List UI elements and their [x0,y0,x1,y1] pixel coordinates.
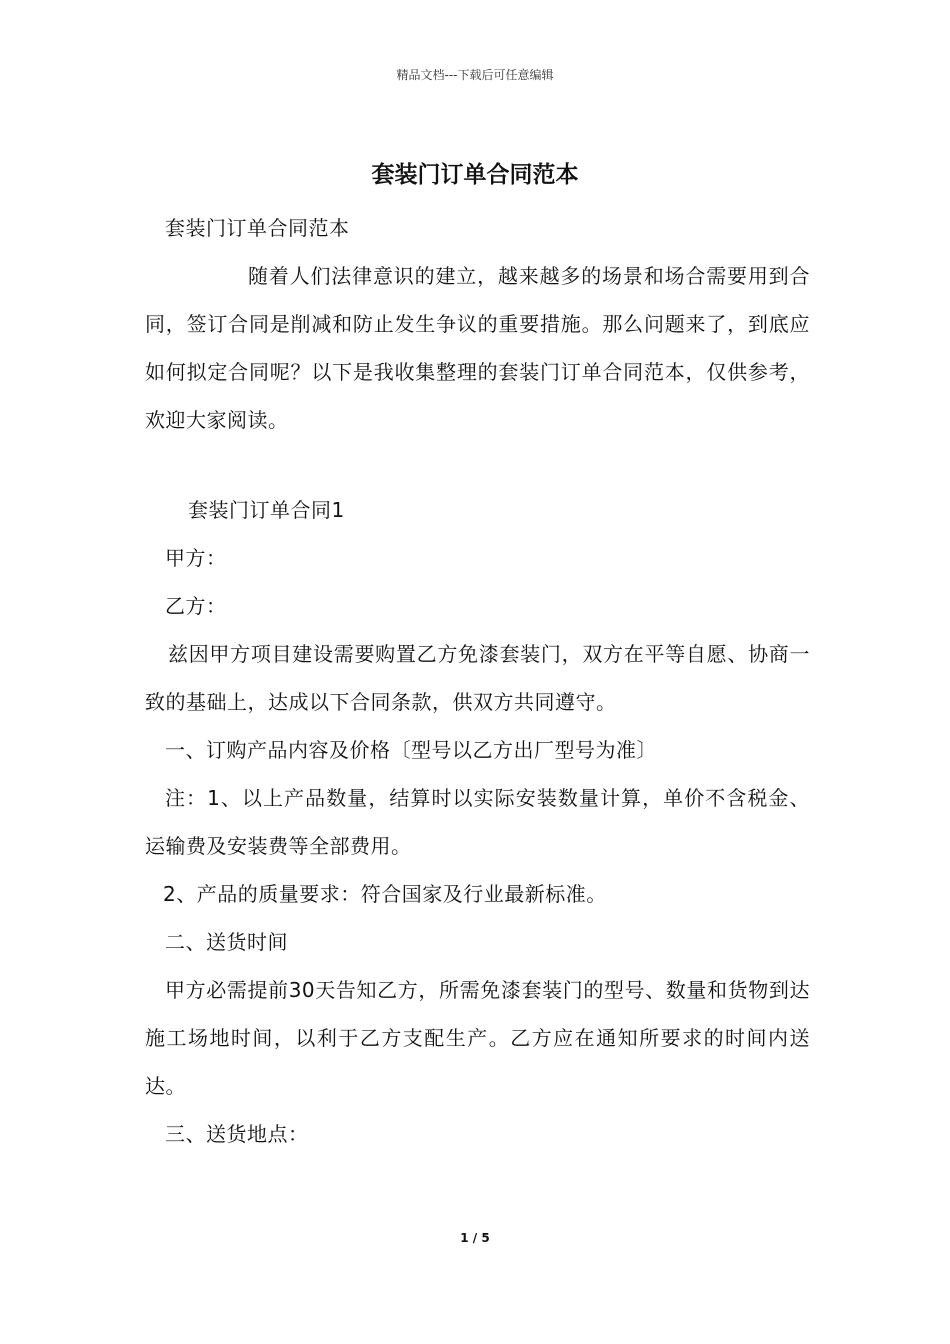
preamble-paragraph: 兹因甲方项目建设需要购置乙方免漆套装门，双方在平等自愿、协商一致的基础上，达成以下合同条款，供双方共同遵守。 [145,642,810,714]
delivery-time-paragraph: 甲方必需提前30天告知乙方，所需免漆套装门的型号、数量和货物到达施工场地时间，以利于乙方支配生产。乙方应在通知所要求的时间内送达。 [145,978,810,1098]
document-body [145,204,810,1158]
page-header: 精品文档---下载后可任意编辑 [396,68,554,82]
section-1-heading: 一、订购产品内容及价格〔型号以乙方出厂型号为准〕 [165,738,657,762]
intro-paragraph: 随着人们法律意识的建立，越来越多的场景和场合需要用到合同，签订合同是削减和防止发生争议的重要措施。那么问题来了，到底应如何拟定合同呢？以下是我收集整理的套装门订单合同范本，仅供参考，欢迎大家阅读。 [145,264,810,432]
party-a-line: 甲方： [165,546,227,570]
note-2-paragraph: 2、产品的质量要求：符合国家及行业最新标准。 [163,882,607,906]
section-3-heading: 三、送货地点： [165,1122,309,1146]
document-title: 套装门订单合同范本 [371,162,579,188]
note-1-paragraph: 注：1、以上产品数量，结算时以实际安装数量计算，单价不含税金、运输费及安装费等全部费用。 [145,786,810,858]
subtitle-paragraph: 套装门订单合同范本 [165,216,350,240]
section-2-heading: 二、送货时间 [165,930,288,954]
party-b-line: 乙方： [165,594,227,618]
contract-heading: 套装门订单合同1 [188,498,345,522]
page-number: 1 / 5 [460,1231,490,1245]
